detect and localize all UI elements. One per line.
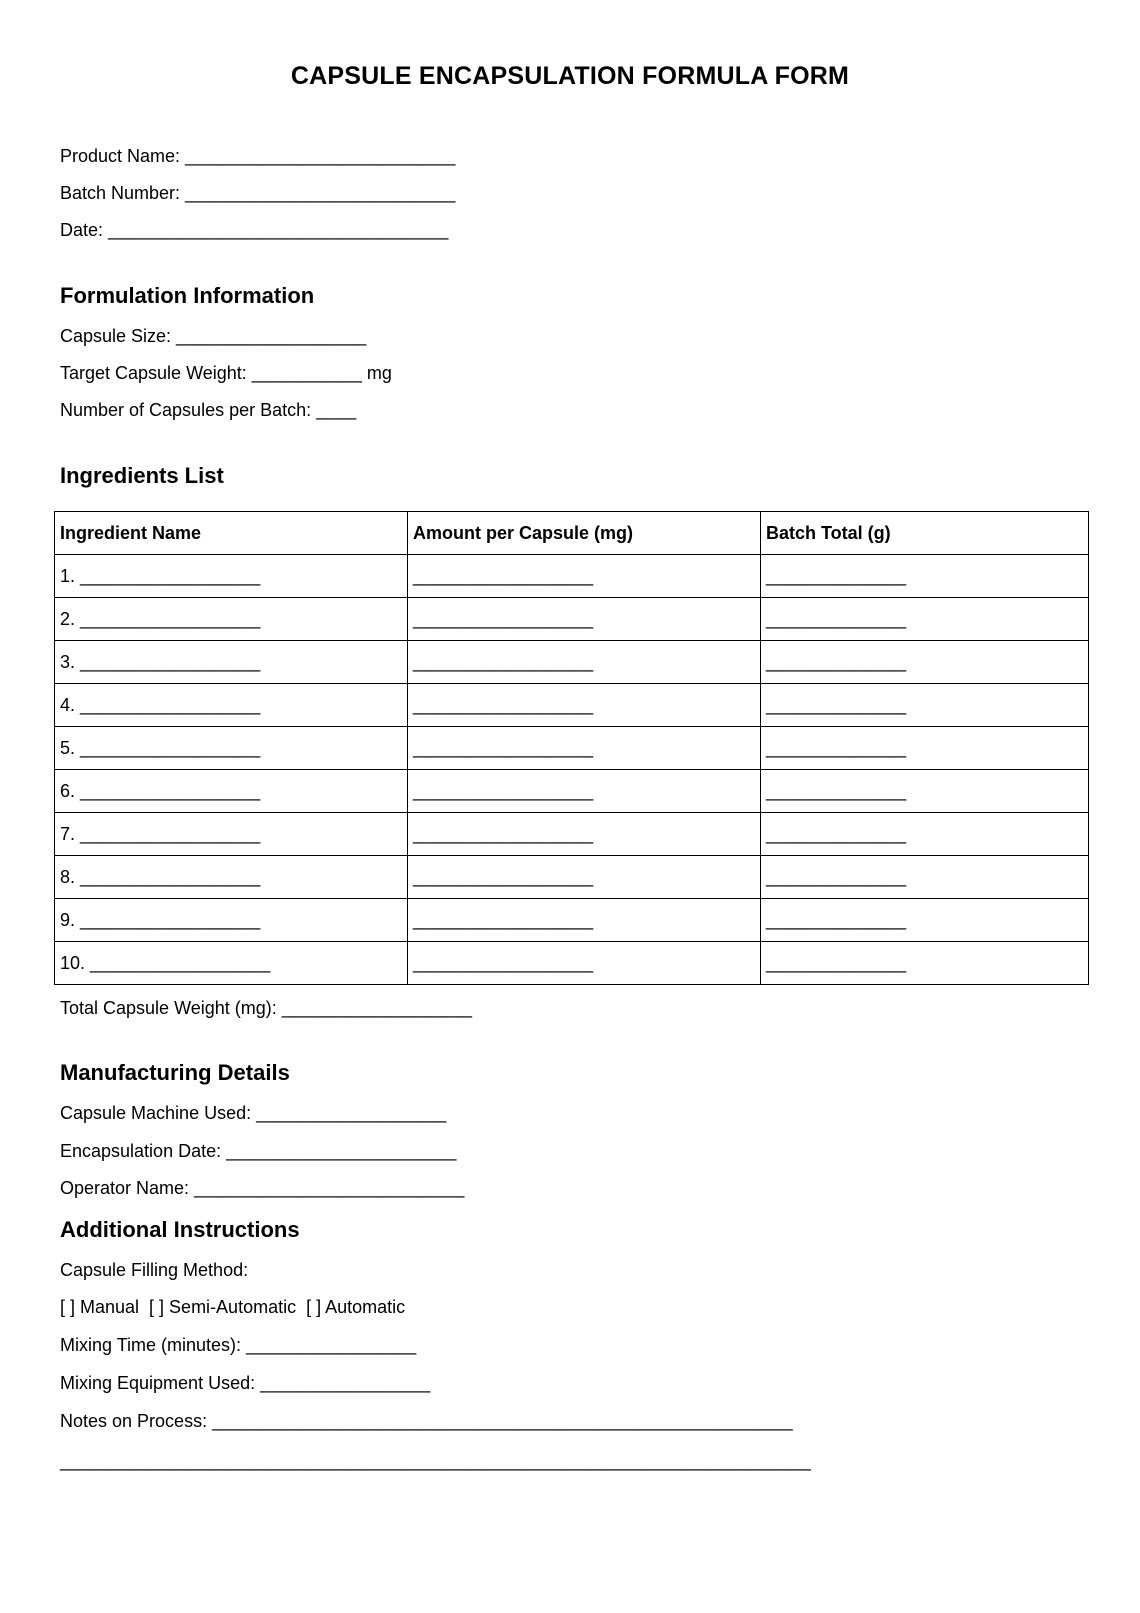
amount-per-capsule-cell[interactable]: __________________ — [408, 813, 761, 856]
table-row — [55, 598, 1089, 641]
capsule-machine-field[interactable]: Capsule Machine Used: ___________________ — [60, 1103, 447, 1123]
ingredient-name-cell[interactable]: 1. __________________ — [55, 555, 408, 598]
amount-per-capsule-cell[interactable]: __________________ — [408, 641, 761, 684]
batch-total-cell[interactable]: ______________ — [761, 684, 1089, 727]
operator-name-field[interactable]: Operator Name: ___________________________ — [60, 1178, 465, 1198]
mixing-equipment-field[interactable]: Mixing Equipment Used: _________________ — [60, 1373, 431, 1393]
amount-per-capsule-cell[interactable]: __________________ — [408, 899, 761, 942]
batch-total-cell[interactable]: ______________ — [761, 555, 1089, 598]
column-header-amount-per-capsule: Amount per Capsule (mg) — [408, 512, 761, 555]
ingredient-name-cell[interactable]: 3. __________________ — [55, 641, 408, 684]
target-capsule-weight-field[interactable]: Target Capsule Weight: ___________ mg — [60, 363, 392, 383]
amount-per-capsule-cell[interactable]: __________________ — [408, 555, 761, 598]
table-row — [55, 684, 1089, 727]
mixing-time-field[interactable]: Mixing Time (minutes): _________________ — [60, 1335, 417, 1355]
capsules-per-batch-field[interactable]: Number of Capsules per Batch: ____ — [60, 400, 357, 420]
batch-total-cell[interactable]: ______________ — [761, 598, 1089, 641]
batch-total-cell[interactable]: ______________ — [761, 856, 1089, 899]
table-row — [55, 813, 1089, 856]
amount-per-capsule-cell[interactable]: __________________ — [408, 684, 761, 727]
notes-continuation-line[interactable]: ___________________________________________________________________________ — [60, 1451, 811, 1471]
table-row — [55, 856, 1089, 899]
column-header-ingredient-name: Ingredient Name — [55, 512, 408, 555]
ingredient-name-cell[interactable]: 7. __________________ — [55, 813, 408, 856]
column-header-batch-total: Batch Total (g) — [761, 512, 1089, 555]
ingredient-name-cell[interactable]: 6. __________________ — [55, 770, 408, 813]
ingredient-name-cell[interactable]: 5. __________________ — [55, 727, 408, 770]
table-row — [55, 641, 1089, 684]
table-row — [55, 942, 1089, 985]
ingredient-name-cell[interactable]: 8. __________________ — [55, 856, 408, 899]
ingredient-name-cell[interactable]: 2. __________________ — [55, 598, 408, 641]
batch-total-cell[interactable]: ______________ — [761, 899, 1089, 942]
batch-number-field[interactable]: Batch Number: ___________________________ — [60, 183, 456, 203]
capsule-size-field[interactable]: Capsule Size: ___________________ — [60, 326, 367, 346]
amount-per-capsule-cell[interactable]: __________________ — [408, 598, 761, 641]
table-row — [55, 770, 1089, 813]
manufacturing-heading: Manufacturing Details — [60, 1060, 290, 1085]
notes-on-process-field[interactable]: Notes on Process: __________________________________________________________ — [60, 1411, 793, 1431]
ingredient-name-cell[interactable]: 4. __________________ — [55, 684, 408, 727]
batch-total-cell[interactable]: ______________ — [761, 641, 1089, 684]
date-field[interactable]: Date: __________________________________ — [60, 220, 449, 240]
batch-total-cell[interactable]: ______________ — [761, 727, 1089, 770]
table-header-row — [55, 512, 1089, 555]
form-title: CAPSULE ENCAPSULATION FORMULA FORM — [290, 62, 850, 90]
product-name-field[interactable]: Product Name: ___________________________ — [60, 146, 456, 166]
total-capsule-weight-field[interactable]: Total Capsule Weight (mg): ___________________ — [60, 998, 472, 1018]
batch-total-cell[interactable]: ______________ — [761, 942, 1089, 985]
batch-total-cell[interactable]: ______________ — [761, 770, 1089, 813]
formulation-heading: Formulation Information — [60, 283, 315, 308]
table-row — [55, 899, 1089, 942]
amount-per-capsule-cell[interactable]: __________________ — [408, 770, 761, 813]
encapsulation-date-field[interactable]: Encapsulation Date: _______________________ — [60, 1141, 457, 1161]
ingredient-name-cell[interactable]: 9. __________________ — [55, 899, 408, 942]
filling-method-options[interactable]: [ ] Manual [ ] Semi-Automatic [ ] Automatic — [60, 1297, 406, 1317]
amount-per-capsule-cell[interactable]: __________________ — [408, 942, 761, 985]
ingredients-heading: Ingredients List — [60, 463, 224, 488]
ingredients-table — [54, 511, 1089, 985]
additional-instructions-heading: Additional Instructions — [60, 1217, 300, 1242]
filling-method-label: Capsule Filling Method: — [60, 1260, 249, 1280]
batch-total-cell[interactable]: ______________ — [761, 813, 1089, 856]
table-row — [55, 727, 1089, 770]
amount-per-capsule-cell[interactable]: __________________ — [408, 856, 761, 899]
amount-per-capsule-cell[interactable]: __________________ — [408, 727, 761, 770]
table-row — [55, 555, 1089, 598]
ingredient-name-cell[interactable]: 10. __________________ — [55, 942, 408, 985]
